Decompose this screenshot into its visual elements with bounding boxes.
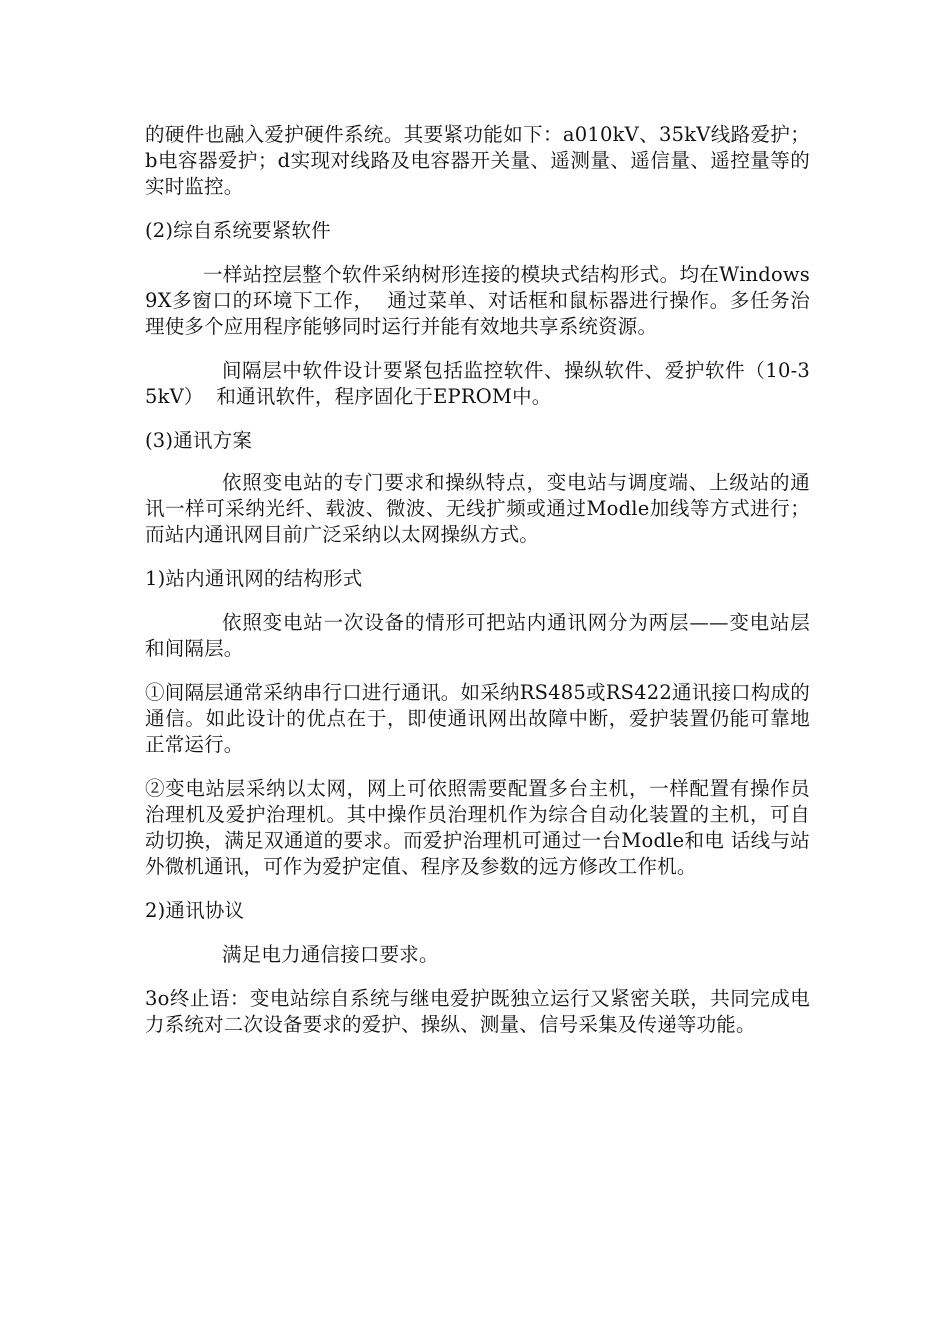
heading-software: (2)综自系统要紧软件 [145, 219, 331, 242]
heading-communication: (3)通讯方案 [145, 429, 253, 452]
paragraph-bay-layer: ①间隔层通常采纳串行口进行通讯。如采纳RS485或RS422通讯接口构成的通信。如此设计的优点在于，即使通讯网出故障中断，爱护装置仍能可靠地正常运行。 [145, 681, 810, 756]
paragraph-hardware-functions: 的硬件也融入爱护硬件系统。其要紧功能如下：a010kV、35kV线路爱护；b电容器爱护；d实现对线路及电容器开关量、遥测量、遥信量、遥控量等的实时监控。 [145, 123, 810, 198]
document-page [145, 122, 810, 1038]
paragraph-station-layer: ②变电站层采纳以太网，网上可依照需要配置多台主机，一样配置有操作员治理机及爱护治理机。其中操作员治理机作为综合自动化装置的主机，可自动切换，满足双通道的要求。而爱护治理机可通过一台Modle和电 话线与站外微机通讯，可作为爱护定值、程序及参数的远方修改工作机。 [145, 777, 810, 878]
heading-protocol: 2)通讯协议 [145, 899, 245, 922]
heading-network-structure: 1)站内通讯网的结构形式 [145, 567, 363, 590]
paragraph-conclusion: 3o终止语：变电站综自系统与继电爱护既独立运行又紧密关联，共同完成电力系统对二次设备要求的爱护、操纵、测量、信号采集及传递等功能。 [145, 987, 810, 1036]
paragraph-bay-software: 间隔层中软件设计要紧包括监控软件、操纵软件、爱护软件（10-35kV） 和通讯软件，程序固化于EPROM中。 [145, 359, 810, 408]
paragraph-protocol: 满足电力通信接口要求。 [222, 943, 439, 966]
paragraph-station-software: 一样站控层整个软件采纳树形连接的模块式结构形式。均在Windows9X多窗口的环境下工作， 通过菜单、对话框和鼠标器进行操作。多任务治理使多个应用程序能够同时运行并能有效地共享系统资源。 [145, 263, 810, 338]
paragraph-communication-methods: 依照变电站的专门要求和操纵特点，变电站与调度端、上级站的通讯一样可采纳光纤、载波、微波、无线扩频或通过Modle加线等方式进行；而站内通讯网目前广泛采纳以太网操纵方式。 [145, 471, 810, 546]
paragraph-network-layers: 依照变电站一次设备的情形可把站内通讯网分为两层——变电站层和间隔层。 [145, 611, 810, 660]
